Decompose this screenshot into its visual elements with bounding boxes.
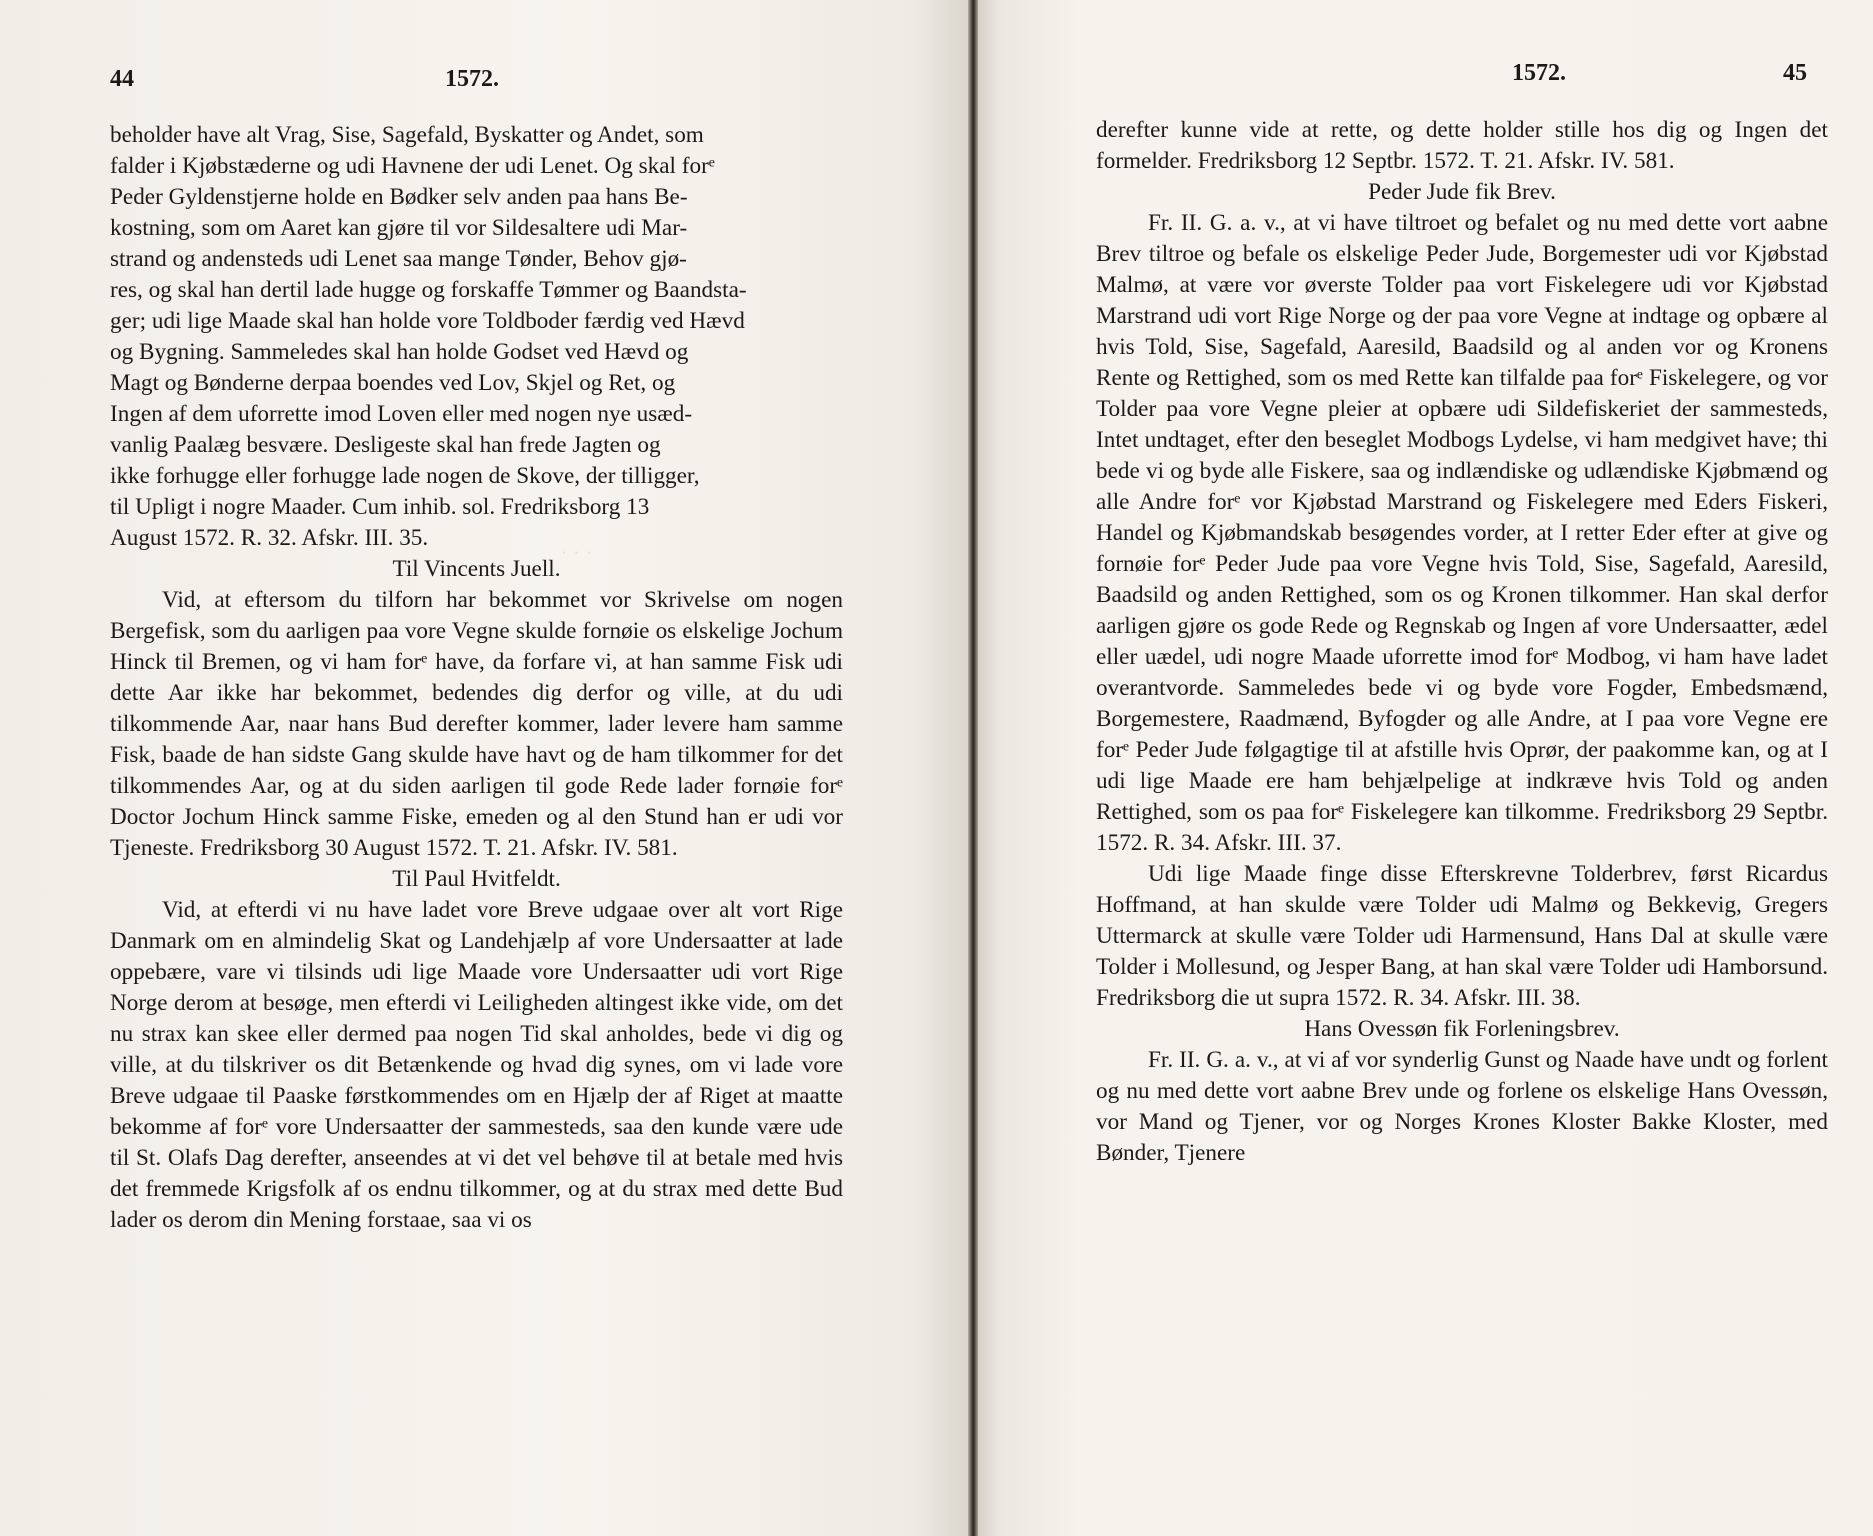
text-line: til Upligt i nogre Maader. Cum inhib. sol. Fredriksborg 13 <box>110 494 650 520</box>
left-page-text <box>110 120 843 1236</box>
text-line: strand og andensteds udi Lenet saa mange Tønder, Behov gjø- <box>110 246 687 272</box>
text-line: falder i Kjøbstæderne og udi Havnene der udi Lenet. Og skal forᵉ <box>110 153 715 179</box>
text-line: ikke forhugge eller forhugge lade nogen de Skove, der tilligger, <box>110 463 700 489</box>
text-line: Magt og Bønderne derpaa boendes ved Lov, Skjel og Ret, og <box>110 370 676 396</box>
text-line: vanlig Paalæg besvære. Desligeste skal han frede Jagten og <box>110 432 661 458</box>
paragraph: Udi lige Maade finge disse Efterskrevne Tolderbrev, først Ricardus Hoffmand, at han skulde være Tolder udi Malmø og Bekkevig, Gregers Uttermarck at skulle være Tolder udi Harmensund, Hans Dal at skulle være Tolder i Mollesund, og Jesper Bang, at han skal være Tolder udi Hamborsund. Fredriksborg die ut supra 1572. R. 34. Afskr. III. 38. <box>1096 861 1828 1011</box>
paragraph: Fr. II. G. a. v., at vi af vor synderlig Gunst og Naade have undt og forlent og nu med dette vort aabne Brev unde og forlene os elskelige Hans Ovessøn, vor Mand og Tjener, vor og Norges Krones Kloster Bakke Kloster, med Bønder, Tjenere <box>1096 1047 1828 1166</box>
text-line: Ingen af dem uforrette imod Loven eller med nogen nye usæd- <box>110 401 693 427</box>
text-line: beholder have alt Vrag, Sise, Sagefald, Byskatter og Andet, som <box>110 122 704 148</box>
right-page <box>972 0 1873 1536</box>
right-page-number: 45 <box>1783 60 1807 86</box>
text-line: res, og skal han dertil lade hugge og forskaffe Tømmer og Baandsta- <box>110 277 747 303</box>
paragraph: Vid, at efterdi vi nu have ladet vore Breve udgaae over alt vort Rige Danmark om en almindelig Skat og Landehjælp af vore Undersaatter at lade oppebære, vare vi tilsinds udi lige Maade vore Undersaatter udi vort Rige Norge derom at besøge, men efterdi vi Leiligheden altingest ikke vide, om det nu strax kan skee eller dermed paa nogen Tid skal anholdes, bede vi dig og ville, at du tilskriver os dit Betænkende og hvad dig synes, om vi lade vore Breve udgaae til Paaske førstkommendes om en Hjælp der af Riget at maatte bekomme af forᵉ vore Undersaatter der sammesteds, saa den kunde være ude til St. Olafs Dag derefter, anseendes at vi det vel behøve til at betale med hvis det fremmede Krigsfolk af os endnu tilkommer, og at du strax med dette Bud lader os derom din Mening forstaae, saa vi os <box>110 897 843 1233</box>
paragraph: derefter kunne vide at rette, og dette holder stille hos dig og Ingen det formelder. Fredriksborg 12 Septbr. 1572. T. 21. Afskr. IV. 581. <box>1096 117 1828 174</box>
text-line: kostning, som om Aaret kan gjøre til vor Sildesaltere udi Mar- <box>110 215 688 241</box>
right-running-head: 1572. <box>1512 60 1566 86</box>
section-heading: Hans Ovessøn fik Forleningsbrev. <box>1304 1016 1620 1042</box>
left-page-number: 44 <box>110 66 134 92</box>
section-heading: Til Paul Hvitfeldt. <box>392 866 561 892</box>
paragraph: Vid, at eftersom du tilforn har bekommet vor Skrivelse om nogen Bergefisk, som du aarligen paa vore Vegne skulde fornøie os elskelige Jochum Hinck til Bremen, og vi ham forᵉ have, da forfare vi, at han samme Fisk udi dette Aar ikke har bekommet, bedendes dig derfor og ville, at du udi tilkommende Aar, naar hans Bud derefter kommer, lader levere ham samme Fisk, baade de han sidste Gang skulde have havt og de ham tilkommer for det tilkommendes Aar, og at du siden aarligen til gode Rede lader fornøie forᵉ Doctor Jochum Hinck samme Fiske, emeden og al den Stund han er udi vor Tjeneste. Fredriksborg 30 August 1572. T. 21. Afskr. IV. 581. <box>110 587 843 861</box>
book-gutter <box>968 0 978 1536</box>
text-line: ger; udi lige Maade skal han holde vore Toldboder færdig ved Hævd <box>110 308 745 334</box>
left-running-head: 1572. <box>445 66 499 92</box>
right-page-text <box>1096 115 1828 1169</box>
text-line: Peder Gyldenstjerne holde en Bødker selv anden paa hans Be- <box>110 184 688 210</box>
text-line: August 1572. R. 32. Afskr. III. 35. <box>110 525 429 551</box>
paragraph: Fr. II. G. a. v., at vi have tiltroet og befalet og nu med dette vort aabne Brev tiltroe og befale os elskelige Peder Jude, Borgemester udi vor Kjøbstad Malmø, at være vor øverste Tolder paa vort Fiskelegere udi vor Kjøbstad Marstrand udi vort Rige Norge og der paa vore Vegne at indtage og opbære al hvis Told, Sise, Sagefald, Aaresild, Baadsild og al anden vor og Kronens Rente og Rettighed, som os med Rette kan tilfalde paa forᵉ Fiskelegere, og vor Tolder paa vore Vegne pleier at opbære udi Sildefiskeriet der sammesteds, Intet undtaget, efter den beseglet Modbogs Lydelse, vi ham medgivet have; thi bede vi og byde alle Fiskere, saa og indlændiske og udlændiske Kjøbmænd og alle Andre forᵉ vor Kjøbstad Marstrand og Fiskelegere med Eders Fiskeri, Handel og Kjøbmandskab besøgendes vorder, at I retter Eder efter at give og fornøie forᵉ Peder Jude paa vore Vegne hvis Told, Sise, Sagefald, Aaresild, Baadsild og anden Rettighed, som os og Kronen tilkommer. Han skal derfor aarligen gjøre os gode Rede og Regnskab og Ingen af vore Undersaatter, ædel eller uædel, udi nogre Maade uforrette imod forᵉ Modbog, vi ham have ladet overantvorde. Sammeledes bede vi og byde vore Fogder, Embedsmænd, Borgemestere, Raadmænd, Byfogder og alle Andre, at I paa vore Vegne ere forᵉ Peder Jude følgagtige til at afstille hvis Oprør, der paakomme kan, og at I udi lige Maade ere ham behjælpelige at indkræve hvis Told og anden Rettighed, som os paa forᵉ Fiskelegere kan tilkomme. Fredriksborg 29 Septbr. 1572. R. 34. Afskr. III. 37. <box>1096 210 1828 856</box>
bleed-through: · · · <box>560 540 593 565</box>
section-heading: Peder Jude fik Brev. <box>1368 179 1556 205</box>
section-heading: Til Vincents Juell. <box>392 556 561 582</box>
text-line: og Bygning. Sammeledes skal han holde Godset ved Hævd og <box>110 339 689 365</box>
